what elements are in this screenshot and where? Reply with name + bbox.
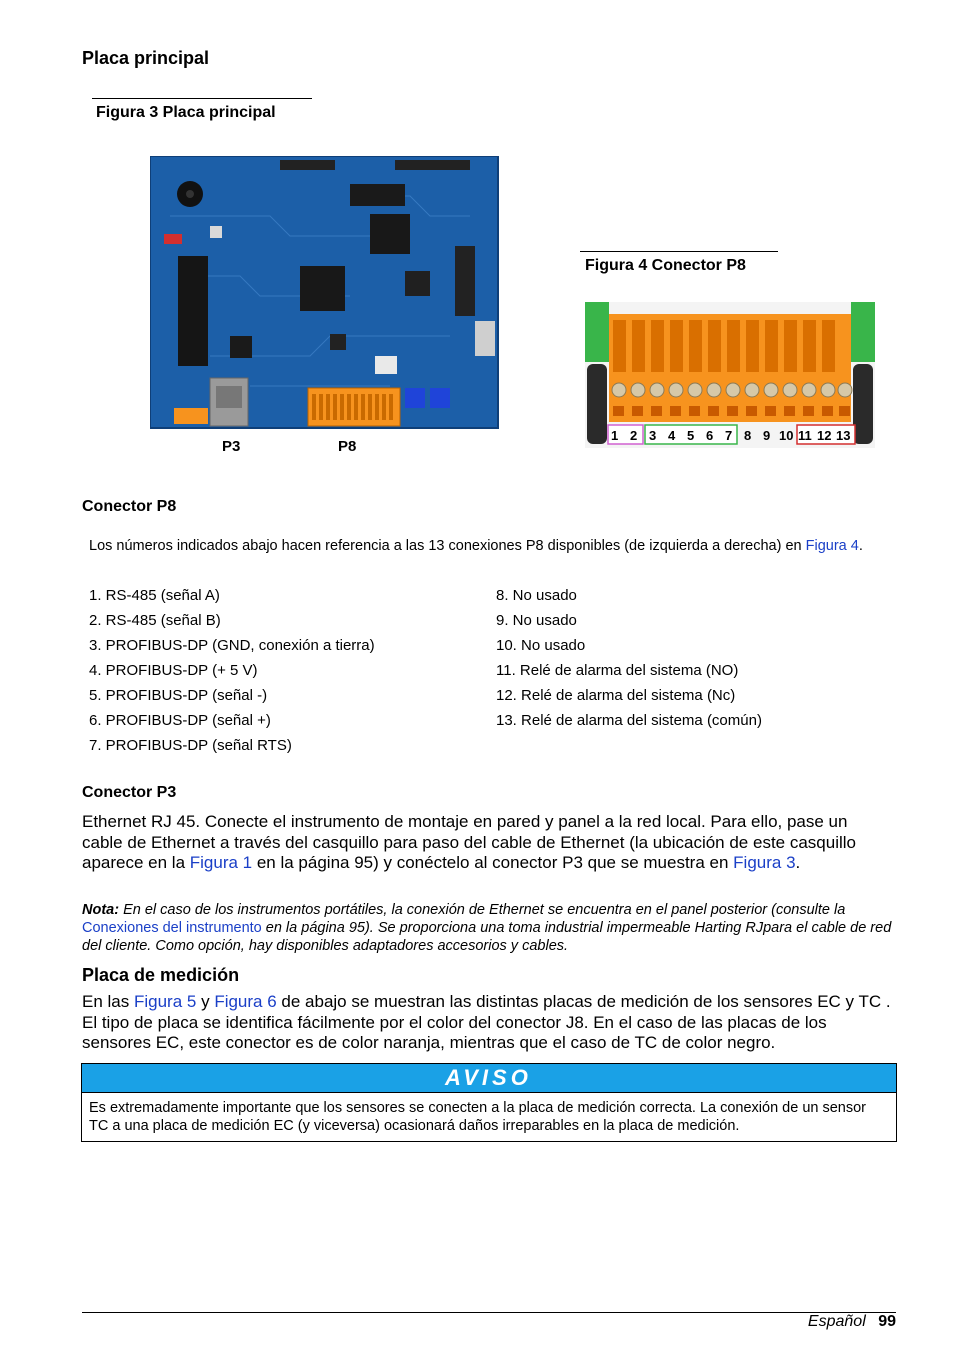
list-item: 5. PROFIBUS-DP (señal -): [89, 687, 268, 704]
p3-text-2: en la página 95) y conéctelo al conector P3 que se muestra en: [252, 853, 734, 872]
figura-4-link[interactable]: Figura 4: [805, 538, 859, 554]
p8-terminal-block: [308, 388, 400, 426]
p8-list-right: [496, 583, 896, 733]
pin-label-8: 8: [744, 428, 752, 443]
pin-label-1: 1: [611, 428, 619, 443]
pin-label-3: 3: [649, 428, 657, 443]
list-item: 8. No usado: [496, 587, 577, 604]
list-item: 1. RS-485 (señal A): [89, 587, 220, 604]
p3-note: [82, 901, 894, 955]
figura-3-link[interactable]: Figura 3: [733, 853, 796, 872]
label-p8: P8: [338, 438, 357, 455]
conector-p3-heading: Conector P3: [82, 784, 177, 801]
footer-language: Español: [807, 1313, 866, 1330]
p3-paragraph: [82, 812, 892, 874]
medicion-text-3: de abajo se muestran las distintas placas de medición de los sensores EC y TC . El tipo de placa se identifica fácilmente por el color del conector J8. En el caso de las placas de los sensores EC, este conector es de color naranja, mientras que el caso de TC de color negro.: [82, 992, 891, 1052]
list-item: 4. PROFIBUS-DP (+ 5 V): [89, 662, 258, 679]
figure-4-rule: [580, 251, 778, 252]
pin-label-10: 10: [779, 428, 794, 443]
medicion-text-1: En las: [82, 992, 134, 1011]
figura-6-link[interactable]: Figura 6: [214, 992, 277, 1011]
p8-intro-text: Los números indicados abajo hacen referencia a las 13 conexiones P8 disponibles (de izquierda a derecha) en: [89, 538, 802, 554]
figura-1-link[interactable]: Figura 1: [189, 853, 253, 872]
figure-3-caption: Figura 3 Placa principal: [96, 104, 276, 121]
page-number: 99: [878, 1313, 896, 1330]
list-item: 6. PROFIBUS-DP (señal +): [89, 712, 271, 729]
list-item: 7. PROFIBUS-DP (señal RTS): [89, 737, 292, 754]
note-text-2: en la página 95). Se proporciona una toma industrial impermeable Harting RJpara el cable de red del cliente. Como opción, hay disponibles adaptadores accesorios y cables.: [82, 920, 892, 954]
p8-list-left: [89, 583, 479, 758]
pin-label-4: 4: [668, 428, 676, 443]
p8-intro: [89, 537, 889, 555]
list-item: 11. Relé de alarma del sistema (NO): [496, 662, 739, 679]
footer-rule: [82, 1312, 896, 1313]
medicion-text-2: y: [196, 992, 215, 1011]
main-board-figure: [150, 156, 500, 456]
figure-3-rule: [92, 98, 312, 99]
label-p3: P3: [222, 438, 241, 455]
aviso-title: AVISO: [82, 1064, 896, 1093]
list-item: 2. RS-485 (señal B): [89, 612, 221, 629]
pin-label-9: 9: [763, 428, 771, 443]
placa-medicion-heading: Placa de medición: [82, 965, 240, 985]
aviso-box: [81, 1063, 897, 1142]
figura-5-link[interactable]: Figura 5: [133, 992, 197, 1011]
pin-label-11: 11: [798, 428, 812, 443]
pin-label-6: 6: [706, 428, 714, 443]
pin-label-13: 13: [836, 428, 851, 443]
figure-4-caption: Figura 4 Conector P8: [585, 257, 746, 274]
p8-intro-end: .: [858, 538, 863, 554]
list-item: 12. Relé de alarma del sistema (Nc): [496, 687, 736, 704]
conexiones-link[interactable]: Conexiones del instrumento: [82, 920, 262, 936]
list-item: 13. Relé de alarma del sistema (común): [496, 712, 762, 729]
list-item: 3. PROFIBUS-DP (GND, conexión a tierra): [89, 637, 375, 654]
note-label: Nota:: [82, 902, 120, 918]
pin-label-5: 5: [687, 428, 695, 443]
list-item: 10. No usado: [496, 637, 586, 654]
aviso-text: Es extremadamente importante que los sensores se conecten a la placa de medición correcta. La conexión de un sensor TC a una placa de medición EC (y viceversa) ocasionará daños irreparables en la placa de medición.: [89, 1100, 867, 1134]
pin-label-7: 7: [725, 428, 733, 443]
note-text-1: En el caso de los instrumentos portátiles, la conexión de Ethernet se encuentra en el panel posterior (consulte la: [119, 902, 846, 918]
footer: [808, 1313, 896, 1331]
page-title: Placa principal: [82, 48, 210, 68]
pin-label-12: 12: [817, 428, 832, 443]
p3-text-1: Ethernet RJ 45. Conecte el instrumento de montaje en pared y panel a la red local. Para ello, pase un cable de Ethernet a través del casquillo para paso del cable de Ethernet (la ubicación de este casquillo aparece en la: [82, 812, 856, 872]
list-item: 9. No usado: [496, 612, 577, 629]
p8-connector-figure: [585, 302, 875, 448]
p3-text-3: .: [795, 853, 801, 872]
pin-label-2: 2: [630, 428, 638, 443]
conector-p8-heading: Conector P8: [82, 498, 177, 515]
medicion-paragraph: [82, 992, 897, 1054]
